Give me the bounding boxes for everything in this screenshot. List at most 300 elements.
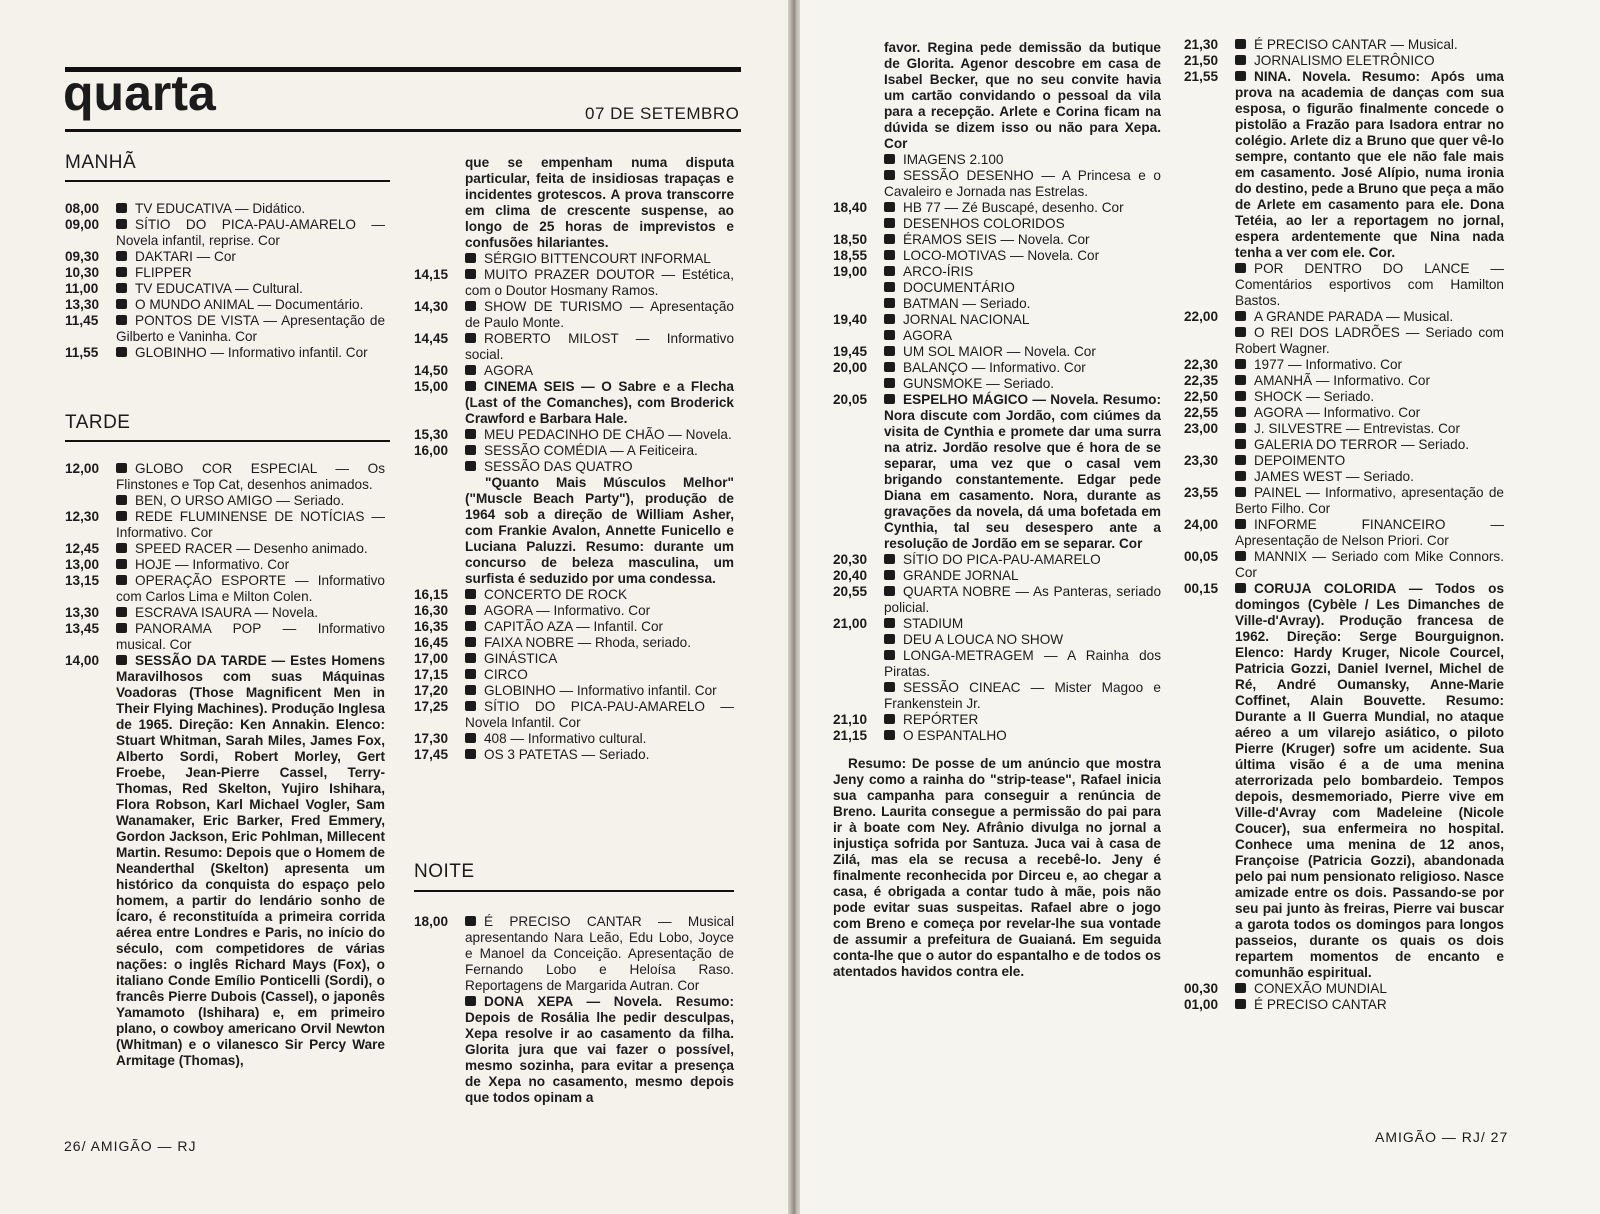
section-tarde: TARDE — [65, 412, 131, 433]
program-time — [833, 376, 884, 392]
program-row — [833, 328, 1161, 344]
program-text: GLOBO COR ESPECIAL — Os Flinstones e Top Cat, desenhos animados. — [116, 461, 385, 492]
program-text: POR DENTRO DO LANCE — Comentários esportivos com Hamilton Bastos. — [1235, 261, 1504, 308]
channel-icon — [884, 570, 895, 580]
left-page — [0, 0, 790, 1214]
program-time: 14,45 — [414, 331, 449, 346]
program-text: AGORA — Informativo. Cor — [484, 603, 651, 618]
program-text: JORNAL NACIONAL — [903, 312, 1030, 327]
program-text: LOCO-MOTIVAS — Novela. Cor — [903, 248, 1100, 263]
manha-list — [65, 201, 385, 361]
right-col1 — [833, 40, 1161, 980]
channel-icon — [465, 605, 476, 615]
program-description — [884, 216, 1161, 232]
right-page — [800, 0, 1600, 1214]
program-description — [116, 217, 385, 249]
program-text: SESSÃO CINEAC — Mister Magoo e Frankenstein Jr. — [884, 680, 1161, 711]
program-description — [884, 632, 1161, 648]
program-time — [833, 168, 884, 200]
program-time: 13,45 — [65, 621, 100, 636]
channel-icon — [1235, 39, 1246, 49]
program-time: 11,00 — [65, 281, 99, 296]
program-text: GRANDE JORNAL — [903, 568, 1019, 583]
program-text: SÍTIO DO PICA-PAU-AMARELO — Novela infantil, reprise. Cor — [116, 217, 385, 248]
channel-icon — [116, 559, 127, 569]
channel-icon — [1235, 407, 1246, 417]
program-text: SHOCK — Seriado. — [1254, 389, 1375, 404]
program-time: 16,45 — [414, 635, 449, 650]
program-description — [465, 699, 734, 731]
program-time: 19,40 — [833, 312, 868, 327]
channel-icon — [884, 170, 895, 180]
date-label: 07 DE SETEMBRO — [585, 104, 740, 123]
program-description — [465, 619, 734, 635]
program-text: CONCERTO DE ROCK — [484, 587, 628, 602]
program-time — [833, 632, 884, 648]
program-text: AGORA — Informativo. Cor — [1254, 405, 1421, 420]
program-text: É PRECISO CANTAR — Musical apresentando Nara Leão, Edu Lobo, Joyce e Manoel da Conceição. Apresentação de Fernando Lobo e Heloísa Raso. Reportagens de Margarida Autran. Cor — [465, 914, 734, 993]
program-time: 13,15 — [65, 573, 100, 588]
program-description — [884, 616, 1161, 632]
channel-icon — [465, 253, 476, 263]
channel-icon — [116, 203, 127, 213]
program-text: HB 77 — Zé Buscapé, desenho. Cor — [903, 200, 1124, 215]
program-time: 17,25 — [414, 699, 449, 714]
program-text: ESCRAVA ISAURA — Novela. — [135, 605, 319, 620]
program-row — [1184, 453, 1504, 469]
program-description — [884, 152, 1161, 168]
program-description — [465, 587, 734, 603]
tarde-list — [65, 461, 385, 1069]
program-description — [116, 541, 385, 557]
program-row — [65, 653, 385, 1069]
program-row — [65, 201, 385, 217]
program-description — [884, 728, 1161, 744]
channel-icon — [465, 996, 476, 1006]
channel-icon — [465, 333, 476, 343]
program-time: 20,05 — [833, 392, 868, 407]
program-text: HOJE — Informativo. Cor — [135, 557, 290, 572]
program-time: 01,00 — [1184, 997, 1219, 1012]
program-row — [833, 296, 1161, 312]
program-row — [65, 217, 385, 249]
program-text: SHOW DE TURISMO — Apresentação de Paulo Monte. — [465, 299, 734, 330]
program-text: SESSÃO DAS QUATRO — [484, 459, 633, 474]
espantalho-summary: Resumo: De posse de um anúncio que mostra Jeny como a rainha do "strip-tease", Rafael inicia sua campanha para conseguir a renúncia de Breno. Laurita consegue a permissão do pai para ir à boate com Ney. Afrânio divulga no jornal a injustiça sofrida por Santuza. Juca vai à casa de Zilá, mas ela se recusa a recebê-lo. Jeny é finalmente reconhecida por Dirceu e, ao chegar a casa, é obrigada a contar tudo à mãe, pois não pode evitar suas suspeitas. Rafael abre o jogo com Breno e começa por revelar-lhe sua vontade de assumir a prefeitura de Guaianá. Em seguida conta-lhe que o autor do espantalho e de todos os atentados havidos contra ele. — [833, 756, 1161, 979]
program-text: REDE FLUMINENSE DE NOTÍCIAS — Informativo. Cor — [116, 509, 385, 540]
program-time: 20,00 — [833, 360, 868, 375]
col2-list — [414, 251, 734, 475]
channel-icon — [116, 607, 127, 617]
program-time: 15,30 — [414, 427, 449, 442]
program-text: ESPELHO MÁGICO — Novela. Resumo: Nora discute com Jordão, com ciúmes da visita de Cynthia e promete dar uma surra na atriz. Jordão resolve que é hora de se separar, uma vez que o casal vem brigando constantemente. Edgar pede Diana em casamento. Nora, durante as gravações da novela, dá uma bofetada em Cynthia, tal seu desespero ante a resolução de Jordão em se separar. Cor — [884, 392, 1161, 551]
program-time — [414, 994, 465, 1106]
program-description — [1235, 325, 1504, 357]
program-description — [116, 281, 385, 297]
program-text: SESSÃO COMÉDIA — A Feiticeira. — [484, 443, 698, 458]
program-text: GINÁSTICA — [484, 651, 558, 666]
program-time: 08,00 — [65, 201, 100, 216]
program-text: SÍTIO DO PICA-PAU-AMARELO — [903, 552, 1101, 567]
program-text: TV EDUCATIVA — Didático. — [135, 201, 306, 216]
program-time: 00,15 — [1184, 581, 1219, 596]
program-description — [465, 667, 734, 683]
program-description — [465, 251, 734, 267]
program-row — [1184, 581, 1504, 981]
program-time: 12,00 — [65, 461, 100, 476]
channel-icon — [465, 269, 476, 279]
program-time: 22,30 — [1184, 357, 1219, 372]
program-time — [833, 680, 884, 712]
program-row — [833, 168, 1161, 200]
program-text: GALERIA DO TERROR — Seriado. — [1254, 437, 1470, 452]
program-time — [833, 296, 884, 312]
program-time: 22,55 — [1184, 405, 1219, 420]
channel-icon — [465, 381, 476, 391]
program-text: AGORA — [484, 363, 534, 378]
program-row — [414, 651, 734, 667]
program-row — [1184, 53, 1504, 69]
channel-icon — [884, 554, 895, 564]
left-col2 — [414, 155, 734, 763]
program-time: 14,50 — [414, 363, 449, 378]
program-time: 18,55 — [833, 248, 868, 263]
channel-icon — [116, 511, 127, 521]
program-text: O MUNDO ANIMAL — Documentário. — [135, 297, 364, 312]
program-description — [116, 653, 385, 1069]
channel-icon — [116, 251, 127, 261]
program-time — [1184, 437, 1235, 453]
channel-icon — [465, 429, 476, 439]
program-description — [1235, 37, 1504, 53]
section-noite: NOITE — [414, 861, 475, 882]
program-time: 17,20 — [414, 683, 449, 698]
program-description — [1235, 389, 1504, 405]
program-description — [465, 635, 734, 651]
program-time: 14,30 — [414, 299, 449, 314]
program-description — [116, 345, 385, 361]
program-description — [884, 568, 1161, 584]
program-text: PONTOS DE VISTA — Apresentação de Gilberto e Vaninha. Cor — [116, 313, 385, 344]
program-row — [833, 728, 1161, 744]
channel-icon — [116, 267, 127, 277]
continued-paragraph-right: favor. Regina pede demissão da butique de Glorita. Agenor descobre em casa de Isabel Becker, que no seu convite havia um cartão convidando o pessoal da vila para a recepção. Arlete e Corina ficam na dúvida se dizem isso ou não para Xepa. Cor — [884, 40, 1161, 151]
right-col2 — [1184, 37, 1504, 1013]
program-description — [1235, 309, 1504, 325]
channel-icon — [1235, 551, 1246, 561]
program-time: 22,00 — [1184, 309, 1219, 324]
program-time — [1184, 261, 1235, 309]
channel-icon — [465, 749, 476, 759]
program-row — [1184, 549, 1504, 581]
program-row — [65, 249, 385, 265]
program-text: É PRECISO CANTAR — Musical. — [1254, 37, 1458, 52]
program-row — [833, 392, 1161, 552]
channel-icon — [116, 299, 127, 309]
left-footer: 26/ AMIGÃO — RJ — [64, 1138, 197, 1154]
program-description — [1235, 69, 1504, 261]
program-text: LONGA-METRAGEM — A Rainha dos Piratas. — [884, 648, 1161, 679]
program-text: REPÓRTER — [903, 712, 979, 727]
program-description — [465, 459, 734, 475]
program-description — [884, 680, 1161, 712]
program-description — [465, 363, 734, 379]
program-time: 13,30 — [65, 297, 100, 312]
program-text: STADIUM — [903, 616, 964, 631]
program-time: 23,30 — [1184, 453, 1219, 468]
channel-icon — [116, 495, 127, 505]
channel-icon — [116, 463, 127, 473]
program-description — [884, 344, 1161, 360]
program-row — [1184, 309, 1504, 325]
channel-icon — [1235, 439, 1246, 449]
program-text: MANNIX — Seriado com Mike Connors. Cor — [1235, 549, 1504, 580]
program-row — [65, 461, 385, 493]
program-row — [414, 379, 734, 427]
program-description — [116, 297, 385, 313]
channel-icon — [116, 543, 127, 553]
section-manha: MANHÃ — [65, 152, 137, 173]
program-row — [65, 281, 385, 297]
channel-icon — [465, 461, 476, 471]
program-text: OS 3 PATETAS — Seriado. — [484, 747, 650, 762]
program-time — [65, 493, 116, 509]
channel-icon — [884, 234, 895, 244]
program-row — [414, 994, 734, 1106]
program-row — [1184, 37, 1504, 53]
program-description — [884, 200, 1161, 216]
channel-icon — [1235, 263, 1246, 273]
program-time — [1184, 325, 1235, 357]
program-description — [1235, 453, 1504, 469]
program-time: 11,55 — [65, 345, 99, 360]
program-row — [833, 712, 1161, 728]
program-time: 21,50 — [1184, 53, 1219, 68]
program-time: 17,30 — [414, 731, 449, 746]
program-row — [833, 312, 1161, 328]
program-text: DOCUMENTÁRIO — [903, 280, 1015, 295]
channel-icon — [465, 365, 476, 375]
program-description — [1235, 405, 1504, 421]
channel-icon — [884, 682, 895, 692]
program-description — [465, 603, 734, 619]
program-description — [884, 712, 1161, 728]
program-row — [65, 573, 385, 605]
channel-icon — [465, 589, 476, 599]
channel-icon — [884, 362, 895, 372]
program-row — [414, 914, 734, 994]
program-row — [1184, 69, 1504, 261]
program-description — [465, 331, 734, 363]
channel-icon — [1235, 455, 1246, 465]
program-description — [1235, 549, 1504, 581]
program-description — [1235, 981, 1504, 997]
program-row — [833, 568, 1161, 584]
program-row — [65, 621, 385, 653]
channel-icon — [884, 218, 895, 228]
program-time: 16,30 — [414, 603, 449, 618]
program-row — [1184, 261, 1504, 309]
program-time: 15,00 — [414, 379, 449, 394]
program-time: 18,40 — [833, 200, 868, 215]
program-description — [116, 621, 385, 653]
program-row — [833, 648, 1161, 680]
channel-icon — [884, 394, 895, 404]
channel-icon — [884, 586, 895, 596]
program-row — [1184, 325, 1504, 357]
program-row — [1184, 357, 1504, 373]
program-description — [1235, 581, 1504, 981]
program-text: 1977 — Informativo. Cor — [1254, 357, 1403, 372]
program-row — [1184, 437, 1504, 453]
program-description — [465, 914, 734, 994]
program-time: 23,55 — [1184, 485, 1219, 500]
program-row — [65, 493, 385, 509]
channel-icon — [884, 282, 895, 292]
program-description — [116, 249, 385, 265]
program-row — [833, 216, 1161, 232]
noite-list — [414, 914, 734, 1106]
program-description — [1235, 373, 1504, 389]
program-text: GUNSMOKE — Seriado. — [903, 376, 1055, 391]
program-row — [833, 264, 1161, 280]
program-row — [414, 363, 734, 379]
program-row — [1184, 997, 1504, 1013]
program-row — [1184, 421, 1504, 437]
program-time: 22,50 — [1184, 389, 1219, 404]
program-row — [833, 680, 1161, 712]
program-row — [833, 152, 1161, 168]
program-time: 21,55 — [1184, 69, 1219, 84]
program-description — [116, 573, 385, 605]
program-text: BEN, O URSO AMIGO — Seriado. — [135, 493, 345, 508]
channel-icon — [884, 202, 895, 212]
program-description — [884, 376, 1161, 392]
program-row — [833, 344, 1161, 360]
noite-rule — [414, 890, 734, 892]
program-time: 19,00 — [833, 264, 868, 279]
program-row — [833, 632, 1161, 648]
program-row — [65, 297, 385, 313]
program-time: 21,00 — [833, 616, 868, 631]
channel-icon — [116, 655, 127, 665]
program-time: 16,00 — [414, 443, 449, 458]
program-row — [1184, 981, 1504, 997]
program-text: MUITO PRAZER DOUTOR — Estética, com o Doutor Hosmany Ramos. — [465, 267, 734, 298]
channel-icon — [1235, 327, 1246, 337]
channel-icon — [116, 219, 127, 229]
channel-icon — [1235, 71, 1246, 81]
program-time — [414, 251, 465, 267]
program-row — [414, 251, 734, 267]
program-description — [465, 443, 734, 459]
col2-list-b — [414, 587, 734, 763]
channel-icon — [465, 733, 476, 743]
program-time: 20,30 — [833, 552, 868, 567]
program-text: MEU PEDACINHO DE CHÃO — Novela. — [484, 427, 732, 442]
program-text: FLIPPER — [135, 265, 192, 280]
program-time: 00,05 — [1184, 549, 1219, 564]
program-row — [1184, 405, 1504, 421]
channel-icon — [116, 315, 127, 325]
program-text: BALANÇO — Informativo. Cor — [903, 360, 1086, 375]
program-description — [465, 267, 734, 299]
program-text: JORNALISMO ELETRÔNICO — [1254, 53, 1435, 68]
program-description — [884, 648, 1161, 680]
program-description — [884, 392, 1161, 552]
program-text: DAKTARI — Cor — [135, 249, 236, 264]
program-text: J. SILVESTRE — Entrevistas. Cor — [1254, 421, 1460, 436]
program-row — [65, 541, 385, 557]
program-description — [884, 312, 1161, 328]
program-row — [414, 331, 734, 363]
channel-icon — [884, 618, 895, 628]
program-description — [1235, 517, 1504, 549]
program-text: JAMES WEST — Seriado. — [1254, 469, 1414, 484]
program-text: TV EDUCATIVA — Cultural. — [135, 281, 303, 296]
program-text: INFORME FINANCEIRO — Apresentação de Nelson Priori. Cor — [1235, 517, 1504, 548]
program-description — [116, 605, 385, 621]
channel-icon — [1235, 583, 1246, 593]
program-time: 00,30 — [1184, 981, 1219, 996]
channel-icon — [884, 154, 895, 164]
program-description — [1235, 485, 1504, 517]
program-description — [1235, 997, 1504, 1013]
program-row — [414, 619, 734, 635]
program-row — [833, 360, 1161, 376]
channel-icon — [465, 916, 476, 926]
program-text: PANORAMA POP — Informativo musical. Cor — [116, 621, 385, 652]
program-row — [833, 232, 1161, 248]
program-time — [833, 328, 884, 344]
program-time: 17,15 — [414, 667, 449, 682]
program-row — [414, 459, 734, 475]
program-description — [116, 201, 385, 217]
program-text: DONA XEPA — Novela. Resumo: Depois de Rosália lhe pedir desculpas, Xepa resolve ir ao casamento da filha. Glorita jura que vai fazer o possível, mesmo sozinha, para evitar a presença de Xepa no casamento, mesmo depois que todos opinam a — [465, 994, 734, 1105]
program-text: DESENHOS COLORIDOS — [903, 216, 1065, 231]
program-time: 21,30 — [1184, 37, 1219, 52]
channel-icon — [1235, 311, 1246, 321]
program-text: CORUJA COLORIDA — Todos os domingos (Cybèle / Les Dimanches de Ville-d'Avray). Produção francesa de 1962. Direção: Serge Bourguignon. Elenco: Hardy Kruger, Nicole Courcel, Patricia Gozzi, Daniel Ivernel, Michel de Ré, André Oumansky, Anne-Marie Coffinet, Alain Bouvette. Resumo: Durante a II Guerra Mundial, no ataque aéreo a um vilarejo asiático, o piloto Pierre (Kruger) sofre um acidente. Sua última visão é a de uma menina aterrorizada pelo bombardeio. Tempos depois, desmemoriado, Pierre vive em Ville-d'Avray com Madeleine (Nicole Coucer), sua enfermeira no hospital. Conhece uma menina de 12 anos, Françoise (Patricia Gozzi), abandonada pelo pai num pensionato religioso. Nasce amizade entre os dois. Passando-se por seu pai junto às freiras, Pierre vai buscar a garota todos os domingos para longos passeios, durante os quais os dois repartem momentos de encanto e comunhão espiritual. — [1235, 581, 1504, 980]
program-row — [65, 605, 385, 621]
program-time: 18,50 — [833, 232, 868, 247]
program-text: FAIXA NOBRE — Rhoda, seriado. — [484, 635, 692, 650]
channel-icon — [1235, 55, 1246, 65]
program-time: 22,35 — [1184, 373, 1219, 388]
program-row — [1184, 469, 1504, 485]
program-description — [884, 296, 1161, 312]
program-description — [884, 328, 1161, 344]
program-text: É PRECISO CANTAR — [1254, 997, 1387, 1012]
channel-icon — [465, 621, 476, 631]
program-row — [414, 635, 734, 651]
program-text: NINA. Novela. Resumo: Após uma prova na academia de danças com sua esposa, o figurão finalmente concede o pistolão a Frazão para Isadora entrar no colégio. Arlete diz a Bruno que quer vê-lo sempre, contanto que ele não fale mais em casamento. José Alípio, numa ironia do destino, pede a Bruno que peça a mão de Arlete em casamento para ele. Dona Tetéia, ao ler a reportagem no jornal, espera ardentemente que Nina nada tenha a ver com ele. Cor. — [1235, 69, 1504, 260]
program-row — [414, 699, 734, 731]
program-time — [833, 152, 884, 168]
program-row — [833, 200, 1161, 216]
program-row — [65, 557, 385, 573]
channel-icon — [884, 378, 895, 388]
program-row — [833, 280, 1161, 296]
program-time: 10,30 — [65, 265, 100, 280]
program-description — [884, 232, 1161, 248]
program-row — [833, 552, 1161, 568]
program-time: 18,00 — [414, 914, 449, 929]
program-description — [116, 557, 385, 573]
channel-icon — [884, 330, 895, 340]
program-text: IMAGENS 2.100 — [903, 152, 1004, 167]
program-time: 17,45 — [414, 747, 449, 762]
